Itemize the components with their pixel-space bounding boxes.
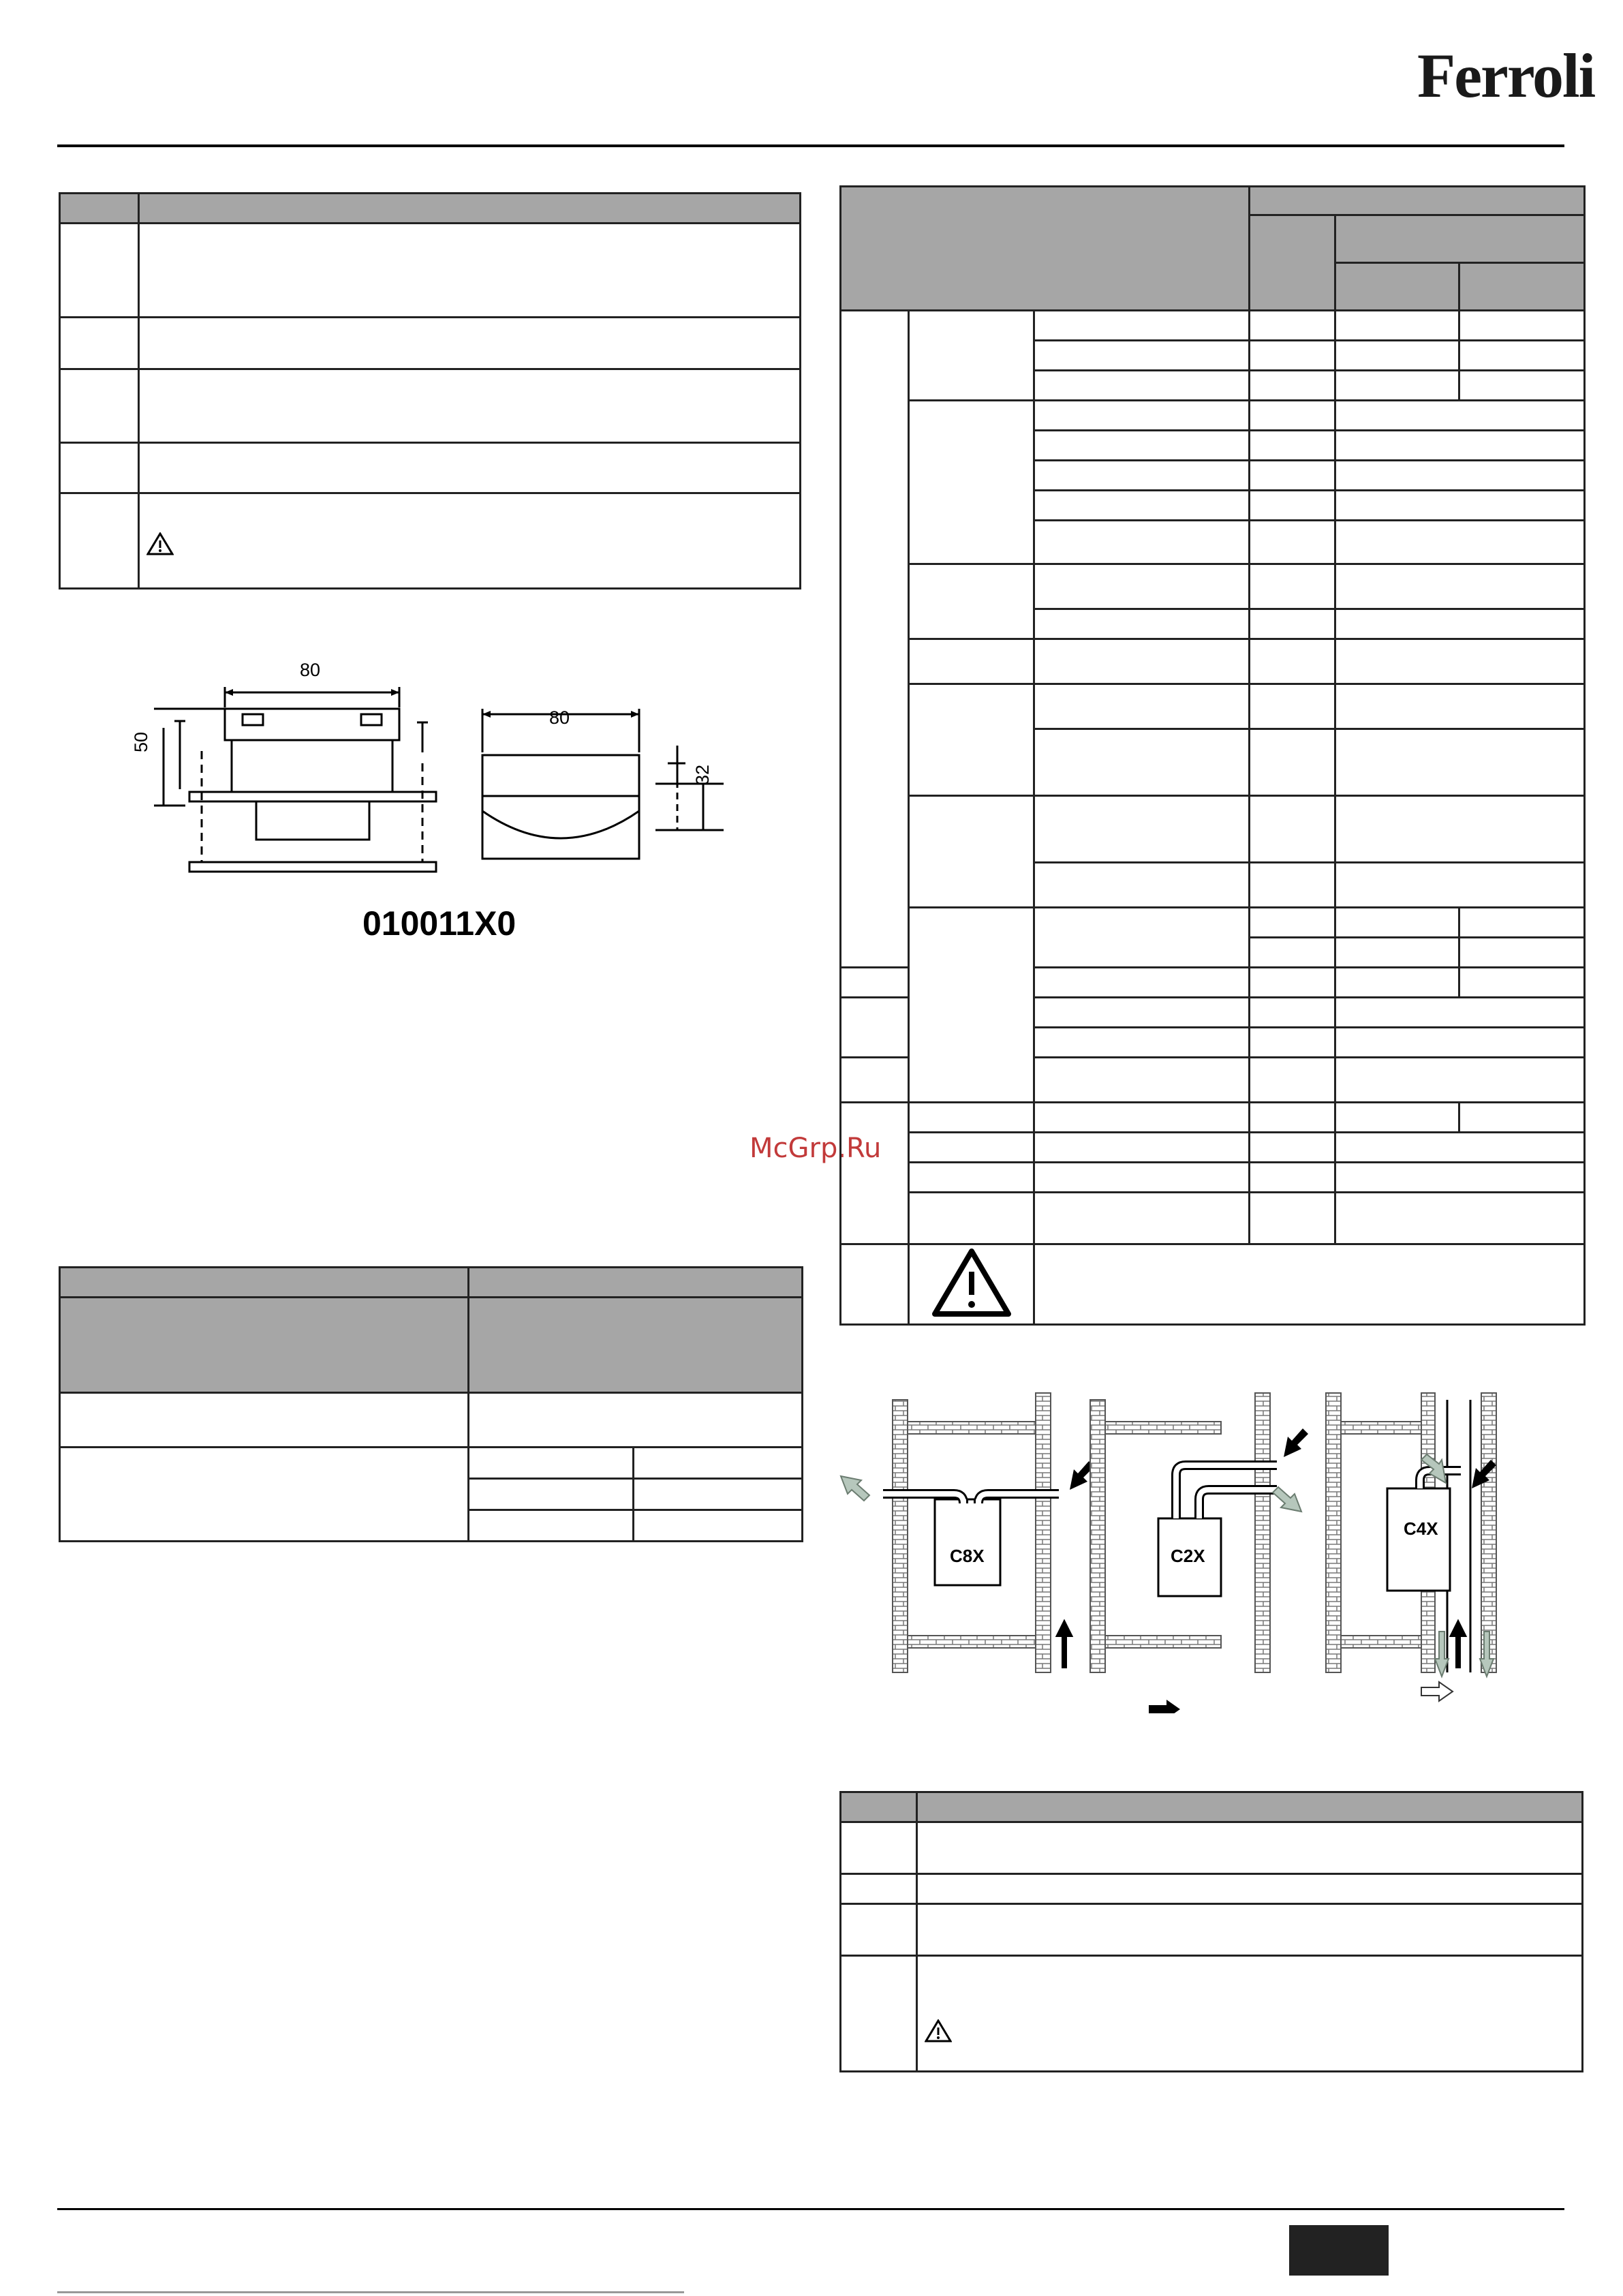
table-cell xyxy=(1335,1103,1459,1133)
dimension-label: 80 xyxy=(549,707,570,728)
diagram-label-c2x: C2X xyxy=(1171,1546,1205,1566)
table-cell xyxy=(1034,521,1250,564)
table-cell xyxy=(1250,1058,1335,1103)
table-cell xyxy=(1459,311,1585,341)
table-cell xyxy=(1034,1193,1250,1244)
table-cell xyxy=(1034,431,1250,461)
table-cell xyxy=(1335,1133,1585,1163)
table-cell xyxy=(1250,564,1335,609)
table-cell xyxy=(1250,491,1335,521)
table-header-cell xyxy=(1250,187,1585,215)
table-cell xyxy=(60,1393,469,1448)
table-cell xyxy=(634,1479,803,1510)
table-cell xyxy=(1335,1193,1585,1244)
table-cell xyxy=(1335,371,1459,401)
table-cell xyxy=(1034,998,1250,1028)
table-cell xyxy=(1034,1058,1250,1103)
table-cell xyxy=(1034,908,1250,968)
table-cell xyxy=(1250,796,1335,863)
footer-rule xyxy=(57,2208,1564,2210)
table-cell xyxy=(634,1510,803,1542)
table-cell xyxy=(60,443,139,493)
dimension-label: 50 xyxy=(131,731,151,752)
table-cell xyxy=(1335,639,1585,684)
table-cell xyxy=(1250,521,1335,564)
table-cell xyxy=(841,1956,917,2072)
table-cell xyxy=(841,998,909,1058)
table-cell xyxy=(1335,521,1585,564)
table-cell xyxy=(1250,311,1335,341)
table-cell xyxy=(1459,938,1585,968)
flue-configuration-diagrams xyxy=(834,1373,1583,1713)
table-cell xyxy=(634,1448,803,1479)
mounting-drawing xyxy=(136,647,749,893)
table-bottom-right xyxy=(839,1791,1583,2072)
table-cell xyxy=(469,1510,634,1542)
table-cell xyxy=(1335,609,1585,639)
table-cell xyxy=(1250,639,1335,684)
table-cell xyxy=(1335,729,1585,796)
table-cell xyxy=(1034,1133,1250,1163)
table-cell xyxy=(1034,729,1250,796)
table-cell xyxy=(1034,371,1250,401)
table-cell xyxy=(1034,1028,1250,1058)
table-cell xyxy=(469,1479,634,1510)
table-cell xyxy=(1335,908,1459,938)
table-cell xyxy=(917,1956,1583,2072)
table-cell xyxy=(1335,1058,1585,1103)
table-cell xyxy=(1250,1103,1335,1133)
table-top-left xyxy=(59,192,801,590)
table-cell xyxy=(1034,1163,1250,1193)
table-cell xyxy=(1250,938,1335,968)
table-cell xyxy=(1335,863,1585,908)
table-cell xyxy=(60,1448,469,1542)
table-cell xyxy=(1250,684,1335,729)
table-header-cell xyxy=(1335,215,1585,263)
table-cell xyxy=(139,224,801,318)
page-number-tab xyxy=(1289,2225,1389,2276)
table-cell xyxy=(1034,609,1250,639)
table-header-cell xyxy=(139,194,801,224)
table-cell xyxy=(1250,401,1335,431)
table-cell xyxy=(909,1244,1034,1325)
table-cell xyxy=(1034,863,1250,908)
table-cell xyxy=(1335,311,1459,341)
dimension-label: 32 xyxy=(692,764,713,785)
table-cell xyxy=(1335,491,1585,521)
table-cell xyxy=(60,369,139,443)
table-cell xyxy=(1250,431,1335,461)
diagram-label-c8x: C8X xyxy=(950,1546,985,1566)
table-cell xyxy=(60,224,139,318)
table-cell xyxy=(1335,938,1459,968)
table-cell xyxy=(139,318,801,369)
table-cell xyxy=(909,639,1034,684)
table-cell xyxy=(909,311,1034,401)
table-cell xyxy=(1459,1103,1585,1133)
table-cell xyxy=(1250,341,1335,371)
table-cell xyxy=(1335,1163,1585,1193)
table-header-cell xyxy=(1335,263,1459,311)
table-top-right xyxy=(839,185,1586,1326)
table-cell xyxy=(841,1904,917,1956)
table-cell xyxy=(909,1103,1034,1133)
table-header-cell xyxy=(1250,215,1335,311)
table-cell xyxy=(1459,968,1585,998)
table-cell xyxy=(1034,491,1250,521)
table-header-cell xyxy=(60,1298,469,1393)
table-cell xyxy=(917,1822,1583,1874)
table-cell xyxy=(139,493,801,589)
table-header-cell xyxy=(469,1298,803,1393)
table-cell xyxy=(1250,1133,1335,1163)
table-cell xyxy=(1335,998,1585,1028)
table-cell xyxy=(139,443,801,493)
brand-logo: Ferroli xyxy=(1417,41,1595,110)
table-cell xyxy=(1034,968,1250,998)
table-cell xyxy=(1250,1193,1335,1244)
warning-triangle-icon xyxy=(925,2019,952,2042)
table-header-cell xyxy=(1459,263,1585,311)
table-cell xyxy=(1034,311,1250,341)
table-header-cell xyxy=(60,194,139,224)
table-cell xyxy=(1250,998,1335,1028)
table-header-cell xyxy=(469,1268,803,1298)
table-header-cell xyxy=(841,1792,917,1822)
table-cell xyxy=(60,493,139,589)
table-cell xyxy=(139,369,801,443)
table-cell xyxy=(1250,371,1335,401)
table-cell xyxy=(1250,968,1335,998)
table-cell xyxy=(841,968,909,998)
table-cell xyxy=(909,1133,1034,1163)
table-cell xyxy=(1250,908,1335,938)
table-cell xyxy=(1335,461,1585,491)
table-mid-left xyxy=(59,1266,803,1542)
table-cell xyxy=(917,1904,1583,1956)
table-cell xyxy=(1335,341,1459,371)
table-cell xyxy=(1335,968,1459,998)
table-cell xyxy=(841,1103,909,1244)
table-cell xyxy=(1034,1103,1250,1133)
watermark: McGrp.Ru xyxy=(749,1133,882,1164)
table-cell xyxy=(1459,371,1585,401)
header-rule xyxy=(57,144,1564,147)
table-cell xyxy=(841,1058,909,1103)
table-header-cell xyxy=(841,187,1250,311)
arrow-right-filled-icon xyxy=(1149,1700,1180,1713)
table-cell xyxy=(1250,1028,1335,1058)
table-cell xyxy=(841,311,909,968)
table-cell xyxy=(1335,401,1585,431)
table-cell xyxy=(1250,863,1335,908)
table-cell xyxy=(60,318,139,369)
table-cell xyxy=(909,564,1034,639)
table-cell xyxy=(469,1393,803,1448)
table-cell xyxy=(1250,461,1335,491)
table-cell xyxy=(469,1448,634,1479)
table-cell xyxy=(1335,1028,1585,1058)
warning-triangle-icon xyxy=(146,532,174,555)
warning-triangle-icon xyxy=(931,1247,1013,1318)
dimension-label: 80 xyxy=(300,660,321,680)
table-cell xyxy=(909,1163,1034,1193)
part-code: 010011X0 xyxy=(362,904,516,943)
table-cell xyxy=(917,1874,1583,1904)
arrow-right-outline-icon xyxy=(1421,1682,1453,1701)
table-cell xyxy=(1034,461,1250,491)
table-cell xyxy=(1459,908,1585,938)
table-cell xyxy=(1034,341,1250,371)
table-cell xyxy=(1250,1163,1335,1193)
table-cell xyxy=(909,1193,1034,1244)
table-cell xyxy=(909,401,1034,564)
table-cell xyxy=(1250,609,1335,639)
table-cell xyxy=(841,1822,917,1874)
table-cell xyxy=(1250,729,1335,796)
table-cell xyxy=(1034,564,1250,609)
table-cell xyxy=(1034,796,1250,863)
table-cell xyxy=(1034,684,1250,729)
table-cell xyxy=(1459,341,1585,371)
table-cell xyxy=(1335,431,1585,461)
table-cell xyxy=(909,796,1034,908)
table-header-cell xyxy=(60,1268,469,1298)
table-cell xyxy=(1335,796,1585,863)
table-cell xyxy=(1335,684,1585,729)
diagram-label-c4x: C4X xyxy=(1404,1518,1438,1539)
table-cell xyxy=(1335,564,1585,609)
table-cell xyxy=(909,684,1034,796)
table-cell xyxy=(1034,1244,1585,1325)
table-cell xyxy=(841,1244,909,1325)
footer-line xyxy=(57,2291,684,2293)
table-cell xyxy=(841,1874,917,1904)
table-header-cell xyxy=(917,1792,1583,1822)
table-cell xyxy=(909,908,1034,1103)
table-cell xyxy=(1034,639,1250,684)
table-cell xyxy=(1034,401,1250,431)
